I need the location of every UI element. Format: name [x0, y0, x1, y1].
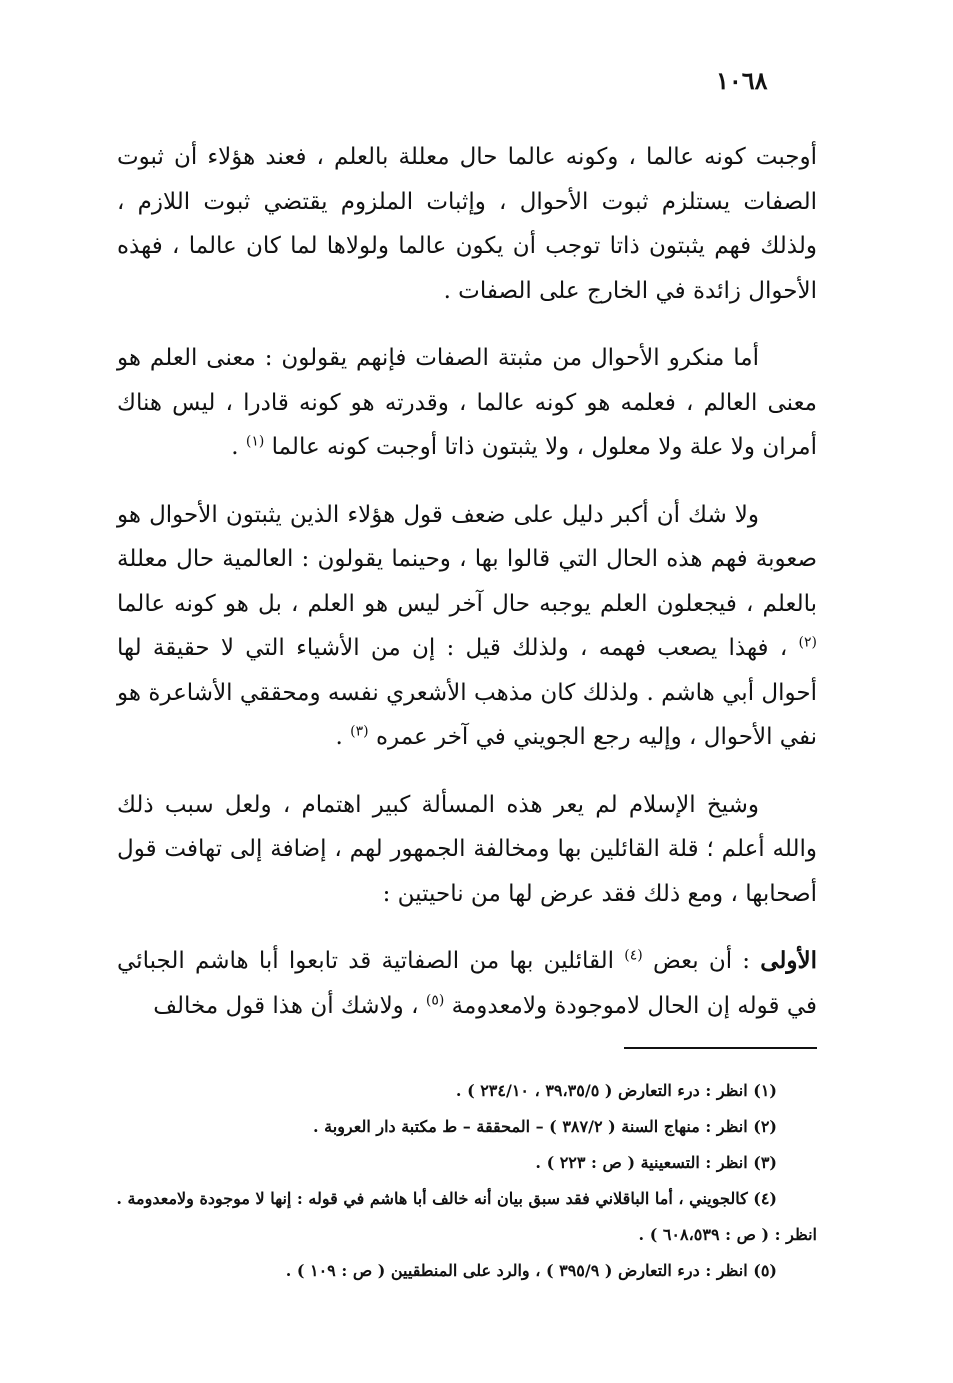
paragraph-3-text-a: ولا شك أن أكبر دليل على ضعف قول هؤلاء الذين يثبتون الأحوال هو صعوبة فهم هذه الحال التي قالوا بها ، وحينما يقولون : العالمية حال معللة بالعلم ، فيجعلون العلم يوجبه حال آخر ليس هو العلم ، بل هو كونه عالما — [117, 501, 817, 617]
paragraph-3 — [117, 493, 817, 760]
footnote-1: (١) انظر : درء التعارض ( ٣٩،٣٥/٥ ، ٢٣٤/١٠ ) . — [455, 1081, 777, 1100]
footnote-2: (٢) انظر : منهاج السنة ( ٣٨٧/٢ ) – المحققة – ط مكتبة دار العروبة . — [313, 1117, 777, 1136]
page-number: ١٠٦٨ — [716, 66, 768, 95]
footnote-ref-3[interactable]: (٣) — [350, 723, 369, 740]
main-text — [117, 135, 817, 1028]
footnote-4: (٤) كالجويني ، أما الباقلاني فقد سبق بيان أنه خالف أبا هاشم في قوله : إنها لا موجودة ولامعدومة . — [116, 1189, 777, 1208]
paragraph-1-text: أوجبت كونه عالما ، وكونه عالما حال معللة بالعلم ، فعند هؤلاء أن ثبوت الصفات يستلزم ثبوت الأحوال ، وإثبات الملزوم يقتضي ثبوت اللازم ، ولذلك فهم يثبتون ذاتا توجب أن يكون عالما ولولاها لما كان عالما ، فهذه الأحوال زائدة في الخارج على الصفات . — [117, 144, 817, 304]
footnote-ref-5[interactable]: (٥) — [425, 991, 445, 1008]
paragraph-3-end: . — [335, 724, 343, 750]
footnote-5: (٥) انظر : درء التعارض ( ٣٩٥/٩ ) ، والرد على المنطقيين ( ص : ١٠٩ ) . — [285, 1261, 777, 1280]
footnote-4-continuation: انظر : ( ص : ٦٠٨،٥٣٩ ) . — [638, 1225, 817, 1244]
paragraph-2-text: أما منكرو الأحوال من مثبتة الصفات فإنهم يقولون : معنى العلم هو معنى العالم ، فعلمه هو كونه عالما ، وقدرته هو كونه قادرا ، ليس هناك أمران ولا علة ولا معلول ، ولا يثبتون ذاتا أوجبت كونه عالما — [117, 345, 817, 460]
paragraph-5-text-a: : أن بعض — [652, 948, 751, 974]
paragraph-5-text-c: ، ولاشك أن هذا قول مخالف — [153, 992, 419, 1019]
paragraph-2 — [117, 336, 817, 470]
paragraph-1 — [117, 135, 817, 313]
footnote-divider — [624, 1047, 817, 1049]
paragraph-3-text-b: ، فهذا يصعب فهمه ، ولذلك قيل : إن من الأشياء التي لا حقيقة لها أحوال أبي هاشم . ولذلك كان مذهب الأشعري نفسه ومحققي الأشاعرة هو نفي الأحوال ، وإليه رجع الجويني في آخر عمره — [117, 635, 817, 750]
paragraph-5-text-b: القائلين بها من الصفاتية قد تابعوا أبا هاشم الجبائي في قوله إن الحال لاموجودة ولامعدومة — [117, 948, 817, 1019]
paragraph-2-end: . — [231, 434, 239, 460]
footnote-ref-4[interactable]: (٤) — [624, 947, 643, 964]
footnote-ref-2[interactable]: (٢) — [798, 634, 817, 651]
paragraph-5 — [117, 939, 817, 1028]
paragraph-5-lead: الأولى — [760, 947, 818, 974]
footnotes — [117, 1073, 817, 1289]
paragraph-4-text: وشيخ الإسلام لم يعر هذه المسألة كبير اهتمام ، ولعل سبب ذلك والله أعلم ؛ قلة القائلين بها ومخالفة الجمهور لهم ، إضافة إلى تهافت قول أصحابها ، ومع ذلك فقد عرض لها من ناحيتين : — [117, 791, 817, 907]
paragraph-4 — [117, 783, 817, 917]
footnote-ref-1[interactable]: (١) — [245, 433, 265, 450]
footnote-3: (٣) انظر : التسعينية ( ص : ٢٢٣ ) . — [535, 1153, 777, 1172]
